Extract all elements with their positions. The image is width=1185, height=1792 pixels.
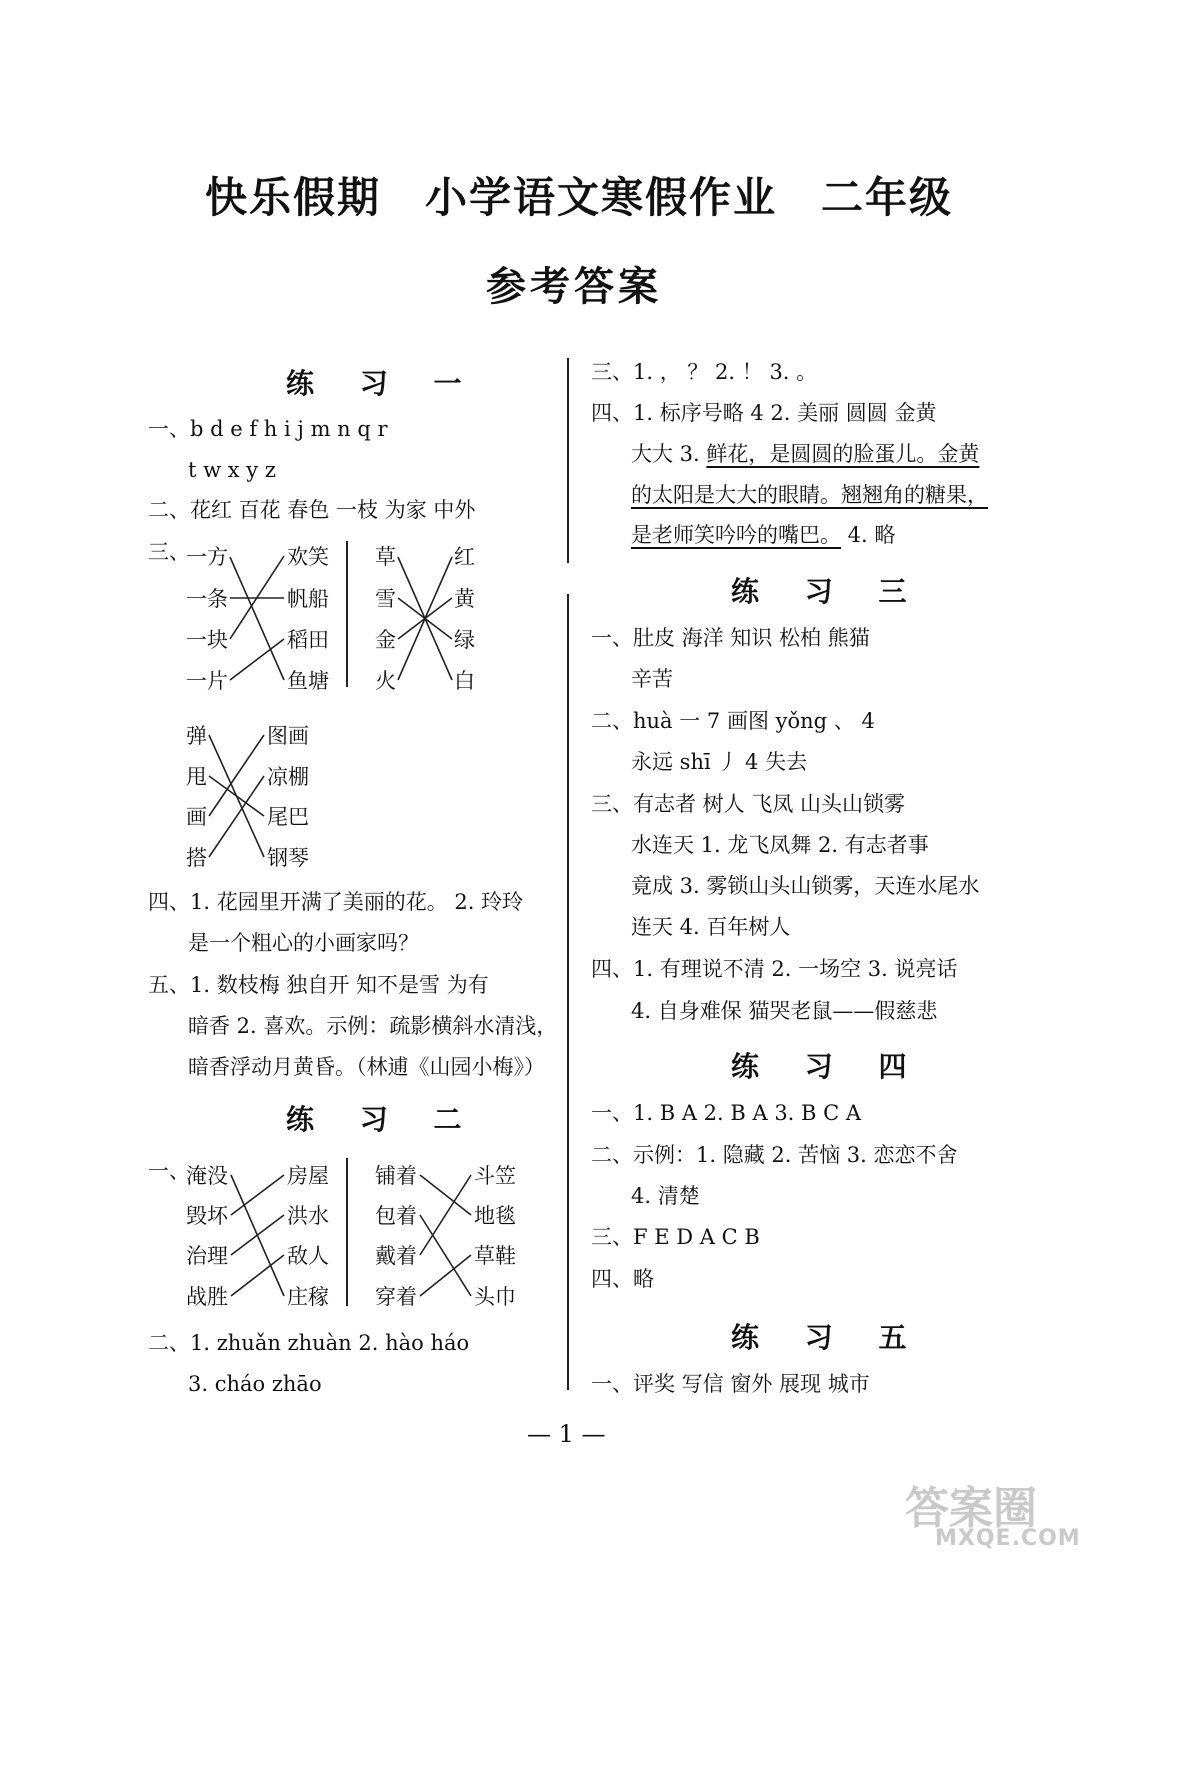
underlined-answer: 鲜花，是圆圆的脸蛋儿。金黄 (706, 442, 980, 466)
answer-line: 永远 shī 丿 4 失去 (631, 750, 808, 774)
match-right-word: 帆船 (287, 587, 329, 611)
match-line (231, 1215, 284, 1255)
match-left-word: 戴着 (375, 1244, 417, 1268)
match-right-word: 房屋 (287, 1164, 329, 1188)
match-left-word: 战胜 (186, 1285, 228, 1309)
section-heading-4: 练 习 四 (731, 1050, 925, 1083)
answer-text: 4. 略 (841, 523, 896, 547)
answer-line: 四、略 (591, 1267, 654, 1291)
match-right-word: 稻田 (287, 628, 329, 652)
match-right-word: 地毯 (474, 1204, 516, 1228)
answer-line: 一、评奖 写信 窗外 展现 城市 (591, 1372, 870, 1396)
section-heading-3: 练 习 三 (731, 575, 925, 608)
match-left-word: 一条 (186, 587, 228, 611)
answer-line: 是一个粗心的小画家吗？ (188, 931, 419, 955)
match-right-word: 钢琴 (267, 846, 309, 870)
match-right-word: 白 (454, 669, 475, 693)
section-heading-2: 练 习 二 (286, 1103, 480, 1136)
answer-line: 一、肚皮 海洋 知识 松柏 熊猫 (591, 626, 870, 650)
match-line (230, 557, 284, 680)
answer-line: 二、示例：1. 隐藏 2. 苦恼 3. 恋恋不舍 (591, 1143, 958, 1167)
answer-line: 3. cháo zhāo (188, 1372, 322, 1396)
match-right-word: 图画 (267, 724, 309, 748)
answer-line: 4. 自身难保 猫哭老鼠——假慈悲 (631, 999, 938, 1023)
answer-line: 二、1. zhuǎn zhuàn 2. hào háo (148, 1331, 470, 1355)
answer-line: 二、花红 百花 春色 一枝 为家 中外 (148, 498, 476, 522)
answer-line: 四、1. 花园里开满了美丽的花。 2. 玲玲 (148, 890, 524, 914)
answer-line: 暗香 2. 喜欢。示例：疏影横斜水清浅， (188, 1014, 558, 1038)
match-left-word: 金 (375, 628, 396, 652)
match-left-word: 雪 (375, 587, 396, 611)
page-number: — 1 — (527, 1420, 606, 1448)
match-right-word: 斗笠 (474, 1164, 516, 1188)
match-right-word: 头巾 (474, 1285, 516, 1309)
match-right-word: 凉棚 (267, 765, 309, 789)
page-title: 快乐假期 小学语文寒假作业 二年级 (205, 173, 954, 222)
match-left-word: 包着 (375, 1204, 417, 1228)
answer-text: 大大 3. (631, 442, 707, 466)
answer-line (631, 520, 895, 550)
answer-line: 四、1. 标序号略 4 2. 美丽 圆圆 金黄 (591, 401, 937, 425)
answer-line: 三、F E D A C B (591, 1225, 760, 1249)
match-line (231, 1255, 284, 1296)
answer-line: t w x y z (188, 458, 276, 482)
answer-line: 五、1. 数枝梅 独自开 知不是雪 为有 (148, 973, 489, 997)
match-left-word: 一片 (186, 669, 228, 693)
match-right-word: 草鞋 (474, 1244, 516, 1268)
answer-line: 水连天 1. 龙飞凤舞 2. 有志者事 (631, 833, 929, 857)
match-right-word: 黄 (454, 587, 475, 611)
answer-line: 二、huà 一 7 画图 yǒng 、 4 (591, 709, 875, 733)
match-left-word: 草 (375, 545, 396, 569)
answer-line: 4. 清楚 (631, 1184, 700, 1208)
match-line (209, 735, 264, 816)
section-heading-5: 练 习 五 (731, 1321, 925, 1354)
section-heading-1: 练 习 一 (286, 367, 480, 400)
answer-line (631, 439, 979, 469)
answer-line: 四、1. 有理说不清 2. 一场空 3. 说亮话 (591, 957, 958, 981)
match-line (420, 1255, 471, 1296)
answer-line: 连天 4. 百年树人 (631, 915, 791, 939)
match-right-word: 绿 (454, 628, 475, 652)
underlined-answer: 的太阳是大大的眼睛。翘翘角的糖果， (631, 483, 988, 507)
match-left-word: 治理 (186, 1244, 228, 1268)
underlined-answer: 是老师笑吟吟的嘴巴。 (631, 523, 841, 547)
match-left-word: 搭 (186, 846, 207, 870)
watermark-text: 答案圈 (905, 1483, 1037, 1534)
match-left-word: 画 (186, 805, 207, 829)
match-left-word: 弹 (186, 724, 207, 748)
answer-line: 竟成 3. 雾锁山头山锁雾，天连水尾水 (631, 874, 980, 898)
match-left-word: 一块 (186, 628, 228, 652)
answer-line: 一、 (148, 1159, 190, 1183)
match-right-word: 洪水 (287, 1204, 329, 1228)
page-subtitle: 参考答案 (486, 264, 662, 310)
answer-line: 三、1. ， ？ 2. ！ 3. 。 (591, 360, 818, 384)
match-line (209, 776, 264, 857)
watermark-url: MXQE.COM (935, 1526, 1081, 1551)
match-left-word: 甩 (186, 765, 207, 789)
match-left-word: 穿着 (375, 1285, 417, 1309)
match-line (209, 776, 264, 816)
answer-line: 一、b d e f h i j m n q r (148, 417, 388, 441)
answer-line: 辛苦 (631, 667, 673, 691)
match-line (230, 639, 284, 680)
match-right-word: 敌人 (287, 1244, 329, 1268)
match-line (420, 1215, 471, 1296)
match-left-word: 淹没 (186, 1164, 228, 1188)
match-right-word: 欢笑 (287, 545, 329, 569)
answer-line: 暗香浮动月黄昏。（林逋《山园小梅》） (188, 1055, 545, 1079)
match-left-word: 铺着 (375, 1164, 417, 1188)
match-line (420, 1175, 471, 1215)
match-right-word: 尾巴 (267, 805, 309, 829)
match-right-word: 鱼塘 (287, 669, 329, 693)
match-right-word: 红 (454, 545, 475, 569)
match-right-word: 庄稼 (287, 1285, 329, 1309)
match-left-word: 火 (375, 669, 396, 693)
answer-line (631, 480, 988, 510)
answer-line: 三、 (148, 540, 190, 564)
answer-line: 一、1. B A 2. B A 3. B C A (591, 1101, 862, 1125)
match-line (420, 1175, 471, 1255)
match-left-word: 一方 (186, 545, 228, 569)
answer-line: 三、有志者 树人 飞凤 山头山锁雾 (591, 792, 906, 816)
match-left-word: 毁坏 (186, 1204, 228, 1228)
